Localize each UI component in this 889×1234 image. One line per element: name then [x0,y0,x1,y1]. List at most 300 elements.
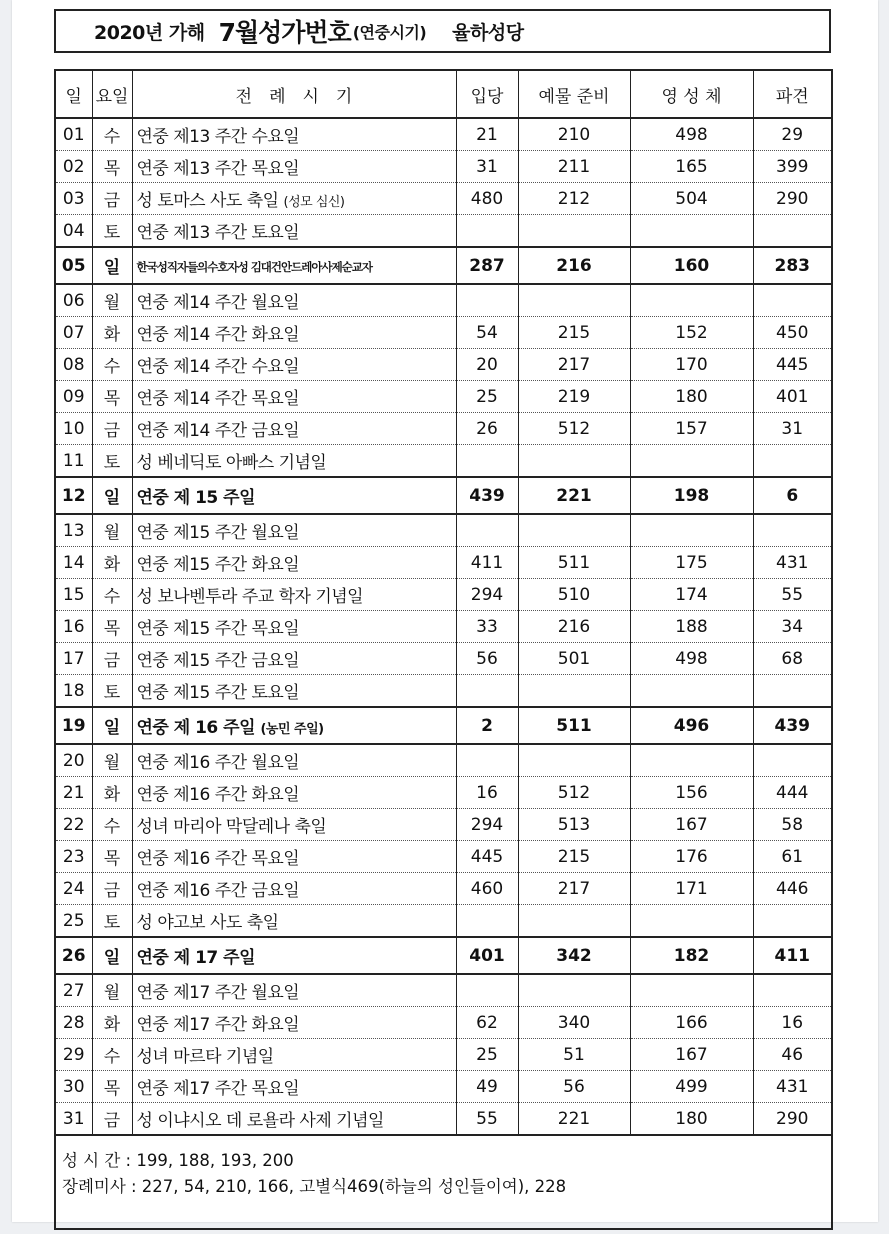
table-row [56,744,831,777]
offertory-cell: 212 [518,183,630,215]
day-cell: 03 [56,183,92,215]
offertory-cell: 51 [518,1039,630,1071]
weekday-cell: 토 [92,445,132,478]
weekday-cell: 금 [92,183,132,215]
offertory-cell: 217 [518,349,630,381]
liturgy-cell [132,247,456,284]
weekday-cell: 화 [92,317,132,349]
day-cell: 07 [56,317,92,349]
liturgy-name: 연중 제17 주간 목요일 [136,1079,300,1099]
offertory-cell: 511 [518,707,630,744]
liturgy-name: 연중 제14 주간 수요일 [136,357,300,377]
liturgy-cell [132,777,456,809]
liturgy-note: (농민 주일) [260,722,324,737]
liturgy-name: 한국성직자들의수호자성 김대건안드레아사제순교자 [136,259,373,274]
liturgy-name: 연중 제15 주간 목요일 [136,619,300,639]
header-row [56,71,831,118]
table-row-sunday [56,937,831,974]
offertory-cell: 342 [518,937,630,974]
liturgy-cell [132,151,456,183]
liturgy-cell [132,284,456,317]
weekday-cell: 금 [92,643,132,675]
day-cell: 23 [56,841,92,873]
offertory-cell: 511 [518,547,630,579]
recessional-cell: 431 [753,1071,831,1103]
recessional-cell: 29 [753,118,831,151]
offertory-cell: 56 [518,1071,630,1103]
day-cell: 27 [56,974,92,1007]
funeral-mass-line: 장례미사 : 227, 54, 210, 166, 고별식469(하늘의 성인들이여), 228 [62,1177,567,1196]
liturgy-cell [132,547,456,579]
liturgy-name: 연중 제14 주간 화요일 [136,325,300,345]
day-cell: 16 [56,611,92,643]
header-liturgy: 전 례 시 기 [132,71,456,118]
title-year: 2020년 가해 [94,21,205,44]
hymn-table [56,71,831,1136]
table-row [56,905,831,938]
recessional-cell: 411 [753,937,831,974]
offertory-cell: 217 [518,873,630,905]
recessional-cell [753,675,831,708]
offertory-cell: 221 [518,1103,630,1136]
communion-cell: 180 [630,1103,753,1136]
offertory-cell: 216 [518,247,630,284]
communion-cell: 499 [630,1071,753,1103]
entrance-cell: 56 [456,643,518,675]
communion-cell: 498 [630,118,753,151]
recessional-cell: 439 [753,707,831,744]
weekday-cell: 월 [92,284,132,317]
header-recessional: 파견 [753,71,831,118]
liturgy-name: 연중 제15 주간 금요일 [136,651,300,671]
table-row [56,118,831,151]
recessional-cell: 68 [753,643,831,675]
footer-notes [56,1136,831,1228]
liturgy-name: 성녀 마리아 막달레나 축일 [136,817,327,837]
recessional-cell: 446 [753,873,831,905]
liturgy-cell [132,413,456,445]
offertory-cell [518,744,630,777]
recessional-cell: 55 [753,579,831,611]
recessional-cell [753,514,831,547]
entrance-cell: 54 [456,317,518,349]
offertory-cell: 501 [518,643,630,675]
communion-cell [630,284,753,317]
recessional-cell: 445 [753,349,831,381]
table-row [56,974,831,1007]
entrance-cell: 31 [456,151,518,183]
entrance-cell: 20 [456,349,518,381]
liturgy-name: 연중 제16 주간 목요일 [136,849,300,869]
communion-cell: 170 [630,349,753,381]
communion-cell: 156 [630,777,753,809]
offertory-cell [518,215,630,248]
table-row [56,284,831,317]
entrance-cell: 62 [456,1007,518,1039]
communion-cell: 167 [630,809,753,841]
table-row-sunday [56,707,831,744]
table-row [56,215,831,248]
offertory-cell [518,905,630,938]
liturgy-note: (성모 심신) [283,195,345,210]
recessional-cell: 31 [753,413,831,445]
offertory-cell: 512 [518,777,630,809]
weekday-cell: 금 [92,1103,132,1136]
recessional-cell: 46 [753,1039,831,1071]
holy-hour-line: 성 시 간 : 199, 188, 193, 200 [62,1151,294,1170]
table-row [56,611,831,643]
table-body [56,118,831,1135]
recessional-cell: 290 [753,1103,831,1136]
entrance-cell [456,905,518,938]
liturgy-name: 성 보나벤투라 주교 학자 기념일 [136,587,364,607]
liturgy-cell [132,215,456,248]
liturgy-name: 연중 제16 주간 금요일 [136,881,300,901]
recessional-cell: 58 [753,809,831,841]
table-row [56,547,831,579]
header-communion: 영 성 체 [630,71,753,118]
entrance-cell [456,215,518,248]
entrance-cell: 55 [456,1103,518,1136]
liturgy-cell [132,905,456,938]
communion-cell [630,675,753,708]
entrance-cell: 480 [456,183,518,215]
recessional-cell: 16 [753,1007,831,1039]
weekday-cell: 월 [92,974,132,1007]
communion-cell: 174 [630,579,753,611]
entrance-cell: 25 [456,1039,518,1071]
communion-cell: 504 [630,183,753,215]
liturgy-name: 연중 제 17 주일 [136,948,256,968]
liturgy-name: 연중 제15 주간 토요일 [136,683,300,703]
liturgy-cell [132,873,456,905]
recessional-cell: 283 [753,247,831,284]
communion-cell: 498 [630,643,753,675]
liturgy-cell [132,744,456,777]
liturgy-cell [132,579,456,611]
day-cell: 15 [56,579,92,611]
liturgy-name: 연중 제14 주간 월요일 [136,293,300,313]
entrance-cell: 439 [456,477,518,514]
recessional-cell [753,744,831,777]
offertory-cell [518,284,630,317]
day-cell: 24 [56,873,92,905]
liturgy-cell [132,445,456,478]
title-season: (연중시기) [352,22,427,42]
communion-cell: 166 [630,1007,753,1039]
entrance-cell: 16 [456,777,518,809]
day-cell: 01 [56,118,92,151]
liturgy-cell [132,974,456,1007]
weekday-cell: 월 [92,514,132,547]
entrance-cell: 21 [456,118,518,151]
recessional-cell: 401 [753,381,831,413]
weekday-cell: 수 [92,1039,132,1071]
communion-cell [630,215,753,248]
table-row [56,514,831,547]
recessional-cell: 399 [753,151,831,183]
document-page [12,0,878,1222]
offertory-cell: 210 [518,118,630,151]
entrance-cell [456,675,518,708]
day-cell: 19 [56,707,92,744]
liturgy-name: 연중 제16 주간 월요일 [136,753,300,773]
weekday-cell: 목 [92,381,132,413]
recessional-cell [753,215,831,248]
liturgy-cell [132,1039,456,1071]
table-row [56,777,831,809]
offertory-cell: 513 [518,809,630,841]
liturgy-name: 연중 제14 주간 목요일 [136,389,300,409]
recessional-cell: 61 [753,841,831,873]
communion-cell [630,974,753,1007]
day-cell: 04 [56,215,92,248]
communion-cell: 171 [630,873,753,905]
liturgy-name: 연중 제15 주간 화요일 [136,555,300,575]
recessional-cell [753,974,831,1007]
liturgy-cell [132,809,456,841]
day-cell: 21 [56,777,92,809]
liturgy-cell [132,381,456,413]
liturgy-name: 연중 제17 주간 월요일 [136,983,300,1003]
entrance-cell: 294 [456,579,518,611]
entrance-cell: 460 [456,873,518,905]
liturgy-cell [132,643,456,675]
communion-cell: 165 [630,151,753,183]
communion-cell: 198 [630,477,753,514]
offertory-cell [518,974,630,1007]
offertory-cell: 512 [518,413,630,445]
header-day: 일 [56,71,92,118]
weekday-cell: 목 [92,1071,132,1103]
table-row [56,809,831,841]
liturgy-name: 연중 제15 주간 월요일 [136,523,300,543]
table-row [56,1103,831,1136]
entrance-cell: 49 [456,1071,518,1103]
entrance-cell: 287 [456,247,518,284]
weekday-cell: 화 [92,547,132,579]
table-row [56,1071,831,1103]
communion-cell: 160 [630,247,753,284]
liturgy-name: 연중 제16 주간 화요일 [136,785,300,805]
recessional-cell [753,284,831,317]
day-cell: 12 [56,477,92,514]
weekday-cell: 화 [92,1007,132,1039]
weekday-cell: 월 [92,744,132,777]
recessional-cell: 450 [753,317,831,349]
liturgy-name: 연중 제13 주간 토요일 [136,223,300,243]
weekday-cell: 토 [92,675,132,708]
communion-cell: 180 [630,381,753,413]
weekday-cell: 금 [92,413,132,445]
table-row-sunday [56,477,831,514]
table-row [56,579,831,611]
header-weekday: 요일 [92,71,132,118]
day-cell: 08 [56,349,92,381]
communion-cell: 496 [630,707,753,744]
entrance-cell: 26 [456,413,518,445]
communion-cell: 176 [630,841,753,873]
recessional-cell [753,445,831,478]
liturgy-name: 연중 제 15 주일 [136,488,256,508]
offertory-cell: 216 [518,611,630,643]
liturgy-cell [132,1007,456,1039]
table-row [56,381,831,413]
day-cell: 11 [56,445,92,478]
weekday-cell: 수 [92,809,132,841]
day-cell: 28 [56,1007,92,1039]
day-cell: 05 [56,247,92,284]
liturgy-cell [132,118,456,151]
day-cell: 14 [56,547,92,579]
liturgy-cell [132,349,456,381]
title-month: 7월성가번호 [218,18,351,47]
table-row [56,183,831,215]
liturgy-cell [132,707,456,744]
entrance-cell: 401 [456,937,518,974]
offertory-cell: 215 [518,317,630,349]
weekday-cell: 토 [92,905,132,938]
table-row [56,841,831,873]
table-row [56,317,831,349]
offertory-cell [518,514,630,547]
recessional-cell: 444 [753,777,831,809]
offertory-cell: 340 [518,1007,630,1039]
table-row [56,1007,831,1039]
entrance-cell [456,445,518,478]
day-cell: 13 [56,514,92,547]
recessional-cell: 34 [753,611,831,643]
day-cell: 06 [56,284,92,317]
offertory-cell [518,445,630,478]
day-cell: 22 [56,809,92,841]
hymn-schedule [54,69,833,1230]
liturgy-name: 성 토마스 사도 축일 [136,191,279,211]
header-offertory: 예물 준비 [518,71,630,118]
weekday-cell: 금 [92,873,132,905]
recessional-cell [753,905,831,938]
liturgy-name: 연중 제14 주간 금요일 [136,421,300,441]
weekday-cell: 목 [92,611,132,643]
liturgy-cell [132,317,456,349]
table-row [56,413,831,445]
table-row [56,151,831,183]
communion-cell: 188 [630,611,753,643]
day-cell: 09 [56,381,92,413]
table-row [56,675,831,708]
day-cell: 26 [56,937,92,974]
liturgy-name: 성 야고보 사도 축일 [136,913,279,933]
liturgy-name: 연중 제17 주간 화요일 [136,1015,300,1035]
table-row [56,643,831,675]
weekday-cell: 토 [92,215,132,248]
entrance-cell: 445 [456,841,518,873]
offertory-cell [518,675,630,708]
liturgy-cell [132,1103,456,1136]
entrance-cell [456,284,518,317]
table-row [56,873,831,905]
day-cell: 10 [56,413,92,445]
communion-cell: 182 [630,937,753,974]
liturgy-cell [132,514,456,547]
liturgy-name: 성 이냐시오 데 로욜라 사제 기념일 [136,1111,384,1131]
day-cell: 29 [56,1039,92,1071]
entrance-cell [456,744,518,777]
offertory-cell: 215 [518,841,630,873]
liturgy-cell [132,183,456,215]
recessional-cell: 431 [753,547,831,579]
weekday-cell: 일 [92,477,132,514]
table-row [56,445,831,478]
liturgy-name: 성 베네딕토 아빠스 기념일 [136,453,327,473]
table-row [56,1039,831,1071]
day-cell: 25 [56,905,92,938]
header-entrance: 입당 [456,71,518,118]
recessional-cell: 6 [753,477,831,514]
entrance-cell: 2 [456,707,518,744]
communion-cell: 152 [630,317,753,349]
day-cell: 17 [56,643,92,675]
liturgy-cell [132,675,456,708]
day-cell: 31 [56,1103,92,1136]
weekday-cell: 목 [92,841,132,873]
table-row [56,349,831,381]
communion-cell [630,514,753,547]
liturgy-cell [132,841,456,873]
day-cell: 30 [56,1071,92,1103]
weekday-cell: 일 [92,707,132,744]
weekday-cell: 수 [92,118,132,151]
entrance-cell: 294 [456,809,518,841]
title-box [54,9,831,53]
entrance-cell [456,514,518,547]
weekday-cell: 화 [92,777,132,809]
communion-cell: 175 [630,547,753,579]
day-cell: 02 [56,151,92,183]
table-row-sunday [56,247,831,284]
liturgy-cell [132,477,456,514]
liturgy-name: 연중 제13 주간 수요일 [136,127,300,147]
weekday-cell: 수 [92,579,132,611]
day-cell: 18 [56,675,92,708]
offertory-cell: 221 [518,477,630,514]
liturgy-name: 성녀 마르타 기념일 [136,1047,274,1067]
entrance-cell: 33 [456,611,518,643]
weekday-cell: 일 [92,937,132,974]
weekday-cell: 수 [92,349,132,381]
offertory-cell: 219 [518,381,630,413]
liturgy-name: 연중 제 16 주일 [136,718,256,738]
communion-cell [630,744,753,777]
communion-cell: 167 [630,1039,753,1071]
recessional-cell: 290 [753,183,831,215]
liturgy-cell [132,611,456,643]
entrance-cell [456,974,518,1007]
entrance-cell: 411 [456,547,518,579]
weekday-cell: 일 [92,247,132,284]
liturgy-cell [132,937,456,974]
communion-cell [630,905,753,938]
communion-cell [630,445,753,478]
liturgy-cell [132,1071,456,1103]
communion-cell: 157 [630,413,753,445]
weekday-cell: 목 [92,151,132,183]
liturgy-name: 연중 제13 주간 목요일 [136,159,300,179]
entrance-cell: 25 [456,381,518,413]
day-cell: 20 [56,744,92,777]
title-church: 율하성당 [452,21,524,44]
offertory-cell: 510 [518,579,630,611]
